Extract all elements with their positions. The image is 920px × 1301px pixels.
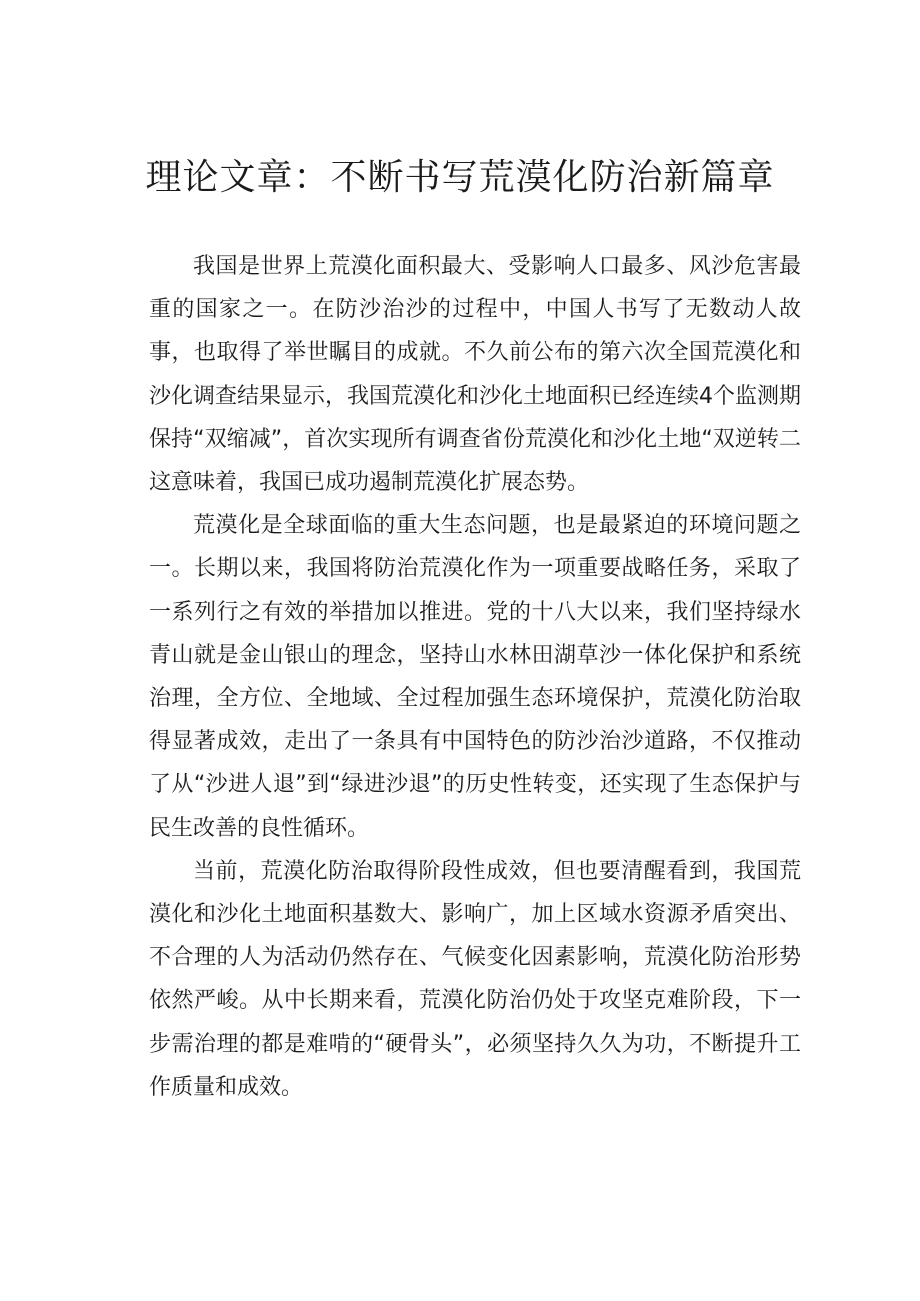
paragraph-3: 当前，荒漠化防治取得阶段性成效，但也要清醒看到，我国荒漠化和沙化土地面积基数大、影响广，加上区域水资源矛盾突出、不合理的人为活动仍然存在、气候变化因素影响，荒漠化防治形势依然严峻。从中长期来看，荒漠化防治仍处于攻坚克难阶段，下一步需治理的都是难啃的“硬骨头”，必须坚持久久为功，不断提升工作质量和成效。 <box>149 858 801 1100</box>
paragraph-2: 荒漠化是全球面临的重大生态问题，也是最紧迫的环境问题之一。长期以来，我国将防治荒漠化作为一项重要战略任务，采取了一系列行之有效的举措加以推进。党的十八大以来，我们坚持绿水青山就是金山银山的理念，坚持山水林田湖草沙一体化保护和系统治理，全方位、全地域、全过程加强生态环境保护，荒漠化防治取得显著成效，走出了一条具有中国特色的防沙治沙道路，不仅推动了从“沙进人退”到“绿进沙退”的历史性转变，还实现了生态保护与民生改善的良性循环。 <box>149 513 801 841</box>
document-body <box>149 245 801 1109</box>
document-title: 理论文章：不断书写荒漠化防治新篇章 <box>145 157 775 198</box>
paragraph-1: 我国是世界上荒漠化面积最大、受影响人口最多、风沙危害最重的国家之一。在防沙治沙的过程中，中国人书写了无数动人故事，也取得了举世瞩目的成就。不久前公布的第六次全国荒漠化和沙化调查结果显示，我国荒漠化和沙化土地面积已经连续4个监测期保持“双缩减”，首次实现所有调查省份荒漠化和沙化土地“双逆转二这意味着，我国已成功遏制荒漠化扩展态势。 <box>149 254 801 496</box>
